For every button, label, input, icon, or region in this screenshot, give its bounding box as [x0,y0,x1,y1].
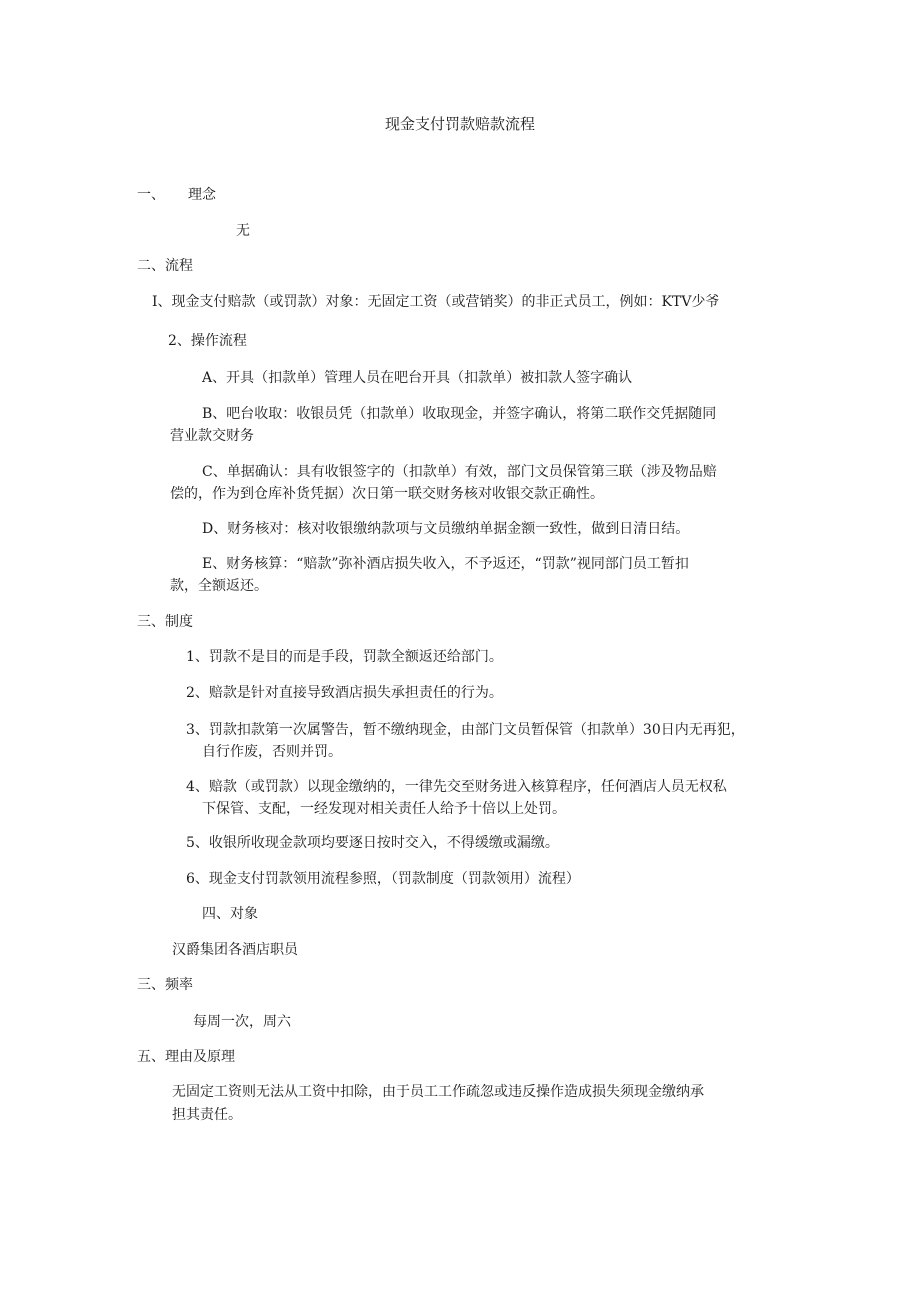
process-item-2: 2、操作流程 [168,333,247,349]
rule-item-4-line1: 4、赔款（或罚款）以现金缴纳的，一律先交至财务进入核算程序，任何酒店人员无权私 [186,779,727,795]
process-step-a: A、开具（扣款单）管理人员在吧台开具（扣款单）被扣款人签字确认 [202,370,633,386]
section-4-body: 汉爵集团各酒店职员 [172,942,298,958]
reason-heading: 五、理由及原理 [137,1049,235,1065]
section-1-number: 一、 [137,187,165,203]
rule-item-4-line2: 下保管、支配，一经发现对相关责任人给予十倍以上处罚。 [202,801,566,817]
document-title: 现金支付罚款赔款流程 [384,115,535,133]
rule-item-2: 2、赔款是针对直接导致酒店损失承担责任的行为。 [186,685,503,701]
process-step-b-line1: B、吧台收取：收银员凭（扣款单）收取现金，并签字确认，将第二联作交凭据随同 [202,406,717,422]
frequency-body: 每周一次，周六 [193,1014,291,1030]
process-step-e-line2: 款，全额返还。 [170,578,268,594]
process-step-c-line1: C、单据确认：具有收银签字的（扣款单）有效，部门文员保管第三联（涉及物品赔 [202,464,717,480]
rule-item-6: 6、现金支付罚款领用流程参照，（罚款制度（罚款领用）流程） [186,871,580,887]
process-item-1: I、现金支付赔款（或罚款）对象：无固定工资（或营销奖）的非正式员工，例如：KTV少爷 [152,294,720,310]
rule-item-3-line1: 3、罚款扣款第一次属警告，暂不缴纳现金，由部门文员暂保管（扣款单）30日内无再犯， [186,722,745,738]
section-4-heading: 四、对象 [202,906,258,922]
process-step-e-line1: E、财务核算：“赔款”弥补酒店损失收入，不予返还，“罚款”视同部门员工暂扣 [202,556,689,572]
reason-body-line2: 担其责任。 [172,1107,242,1123]
reason-body-line1: 无固定工资则无法从工资中扣除，由于员工工作疏忽或违反操作造成损失须现金缴纳承 [172,1084,704,1100]
section-2-heading: 二、流程 [137,258,193,274]
rule-item-3-line2: 自行作废，否则并罚。 [202,744,342,760]
process-step-b-line2: 营业款交财务 [170,428,254,444]
frequency-heading: 三、频率 [137,977,193,993]
process-step-c-line2: 偿的，作为到仓库补货凭据）次日第一联交财务核对收银交款正确性。 [170,486,604,502]
process-step-d: D、财务核对：核对收银缴纳款项与文员缴纳单据金额一致性，做到日清日结。 [202,521,690,537]
rule-item-5: 5、收银所收现金款项均要逐日按时交入，不得缓缴或漏缴。 [186,835,559,851]
rule-item-1: 1、罚款不是目的而是手段，罚款全额返还给部门。 [186,649,503,665]
section-3-heading: 三、制度 [137,614,193,630]
section-1-body: 无 [236,223,250,239]
section-1-heading: 理念 [188,187,216,203]
